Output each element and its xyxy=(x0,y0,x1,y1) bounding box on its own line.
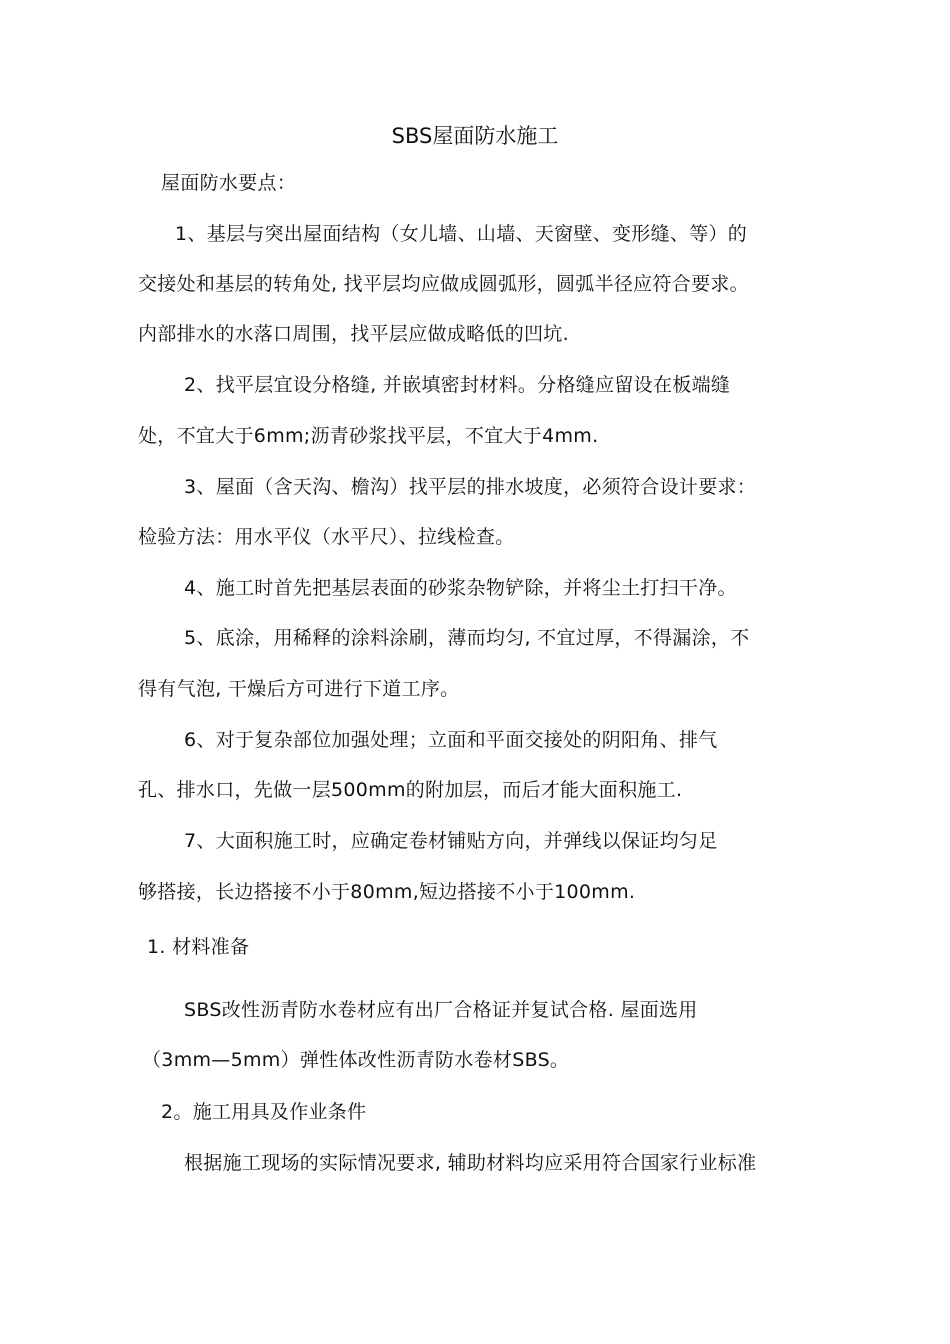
paragraph-line: 2、找平层宜设分格缝, 并嵌填密封材料。分格缝应留设在板端缝 xyxy=(184,374,731,396)
paragraph-line: 4、施工时首先把基层表面的砂浆杂物铲除，并将尘土打扫干净。 xyxy=(184,577,737,599)
section-heading-materials: 1. 材料准备 xyxy=(147,936,250,958)
section-heading-tools: 2。施工用具及作业条件 xyxy=(161,1101,367,1123)
section-heading-key-points: 屋面防水要点： xyxy=(161,172,297,194)
paragraph-line: 够搭接，长边搭接不小于80mm,短边搭接不小于100mm. xyxy=(138,881,636,903)
paragraph-line: 5、底涂，用稀释的涂料涂刷，薄而均匀, 不宜过厚，不得漏涂，不 xyxy=(184,627,750,649)
paragraph-line: 交接处和基层的转角处, 找平层均应做成圆弧形，圆弧半径应符合要求。 xyxy=(138,273,749,295)
paragraph-line: 7、大面积施工时，应确定卷材铺贴方向，并弹线以保证均匀足 xyxy=(184,830,718,852)
document-title: SBS屋面防水施工 xyxy=(391,124,559,148)
paragraph-line: 处，不宜大于6mm;沥青砂浆找平层，不宜大于4mm. xyxy=(138,425,599,447)
paragraph-line: SBS改性沥青防水卷材应有出厂合格证并复试合格. 屋面选用 xyxy=(184,999,698,1021)
paragraph-line: 检验方法：用水平仪（水平尺）、拉线检查。 xyxy=(138,526,515,548)
paragraph-line: 1、基层与突出屋面结构（女儿墙、山墙、天窗壁、变形缝、等）的 xyxy=(175,223,748,245)
paragraph-line: 根据施工现场的实际情况要求, 辅助材料均应采用符合国家行业标准 xyxy=(184,1152,757,1174)
paragraph-line: （3mm—5mm）弹性体改性沥青防水卷材SBS。 xyxy=(142,1049,570,1071)
paragraph-line: 孔、排水口，先做一层500mm的附加层，而后才能大面积施工. xyxy=(138,779,683,801)
paragraph-line: 6、对于复杂部位加强处理；立面和平面交接处的阴阳角、排气 xyxy=(184,729,718,751)
paragraph-line: 内部排水的水落口周围，找平层应做成略低的凹坑. xyxy=(138,323,569,345)
paragraph-line: 3、屋面（含天沟、檐沟）找平层的排水坡度，必须符合设计要求： xyxy=(184,476,757,498)
paragraph-line: 得有气泡, 干燥后方可进行下道工序。 xyxy=(138,678,460,700)
